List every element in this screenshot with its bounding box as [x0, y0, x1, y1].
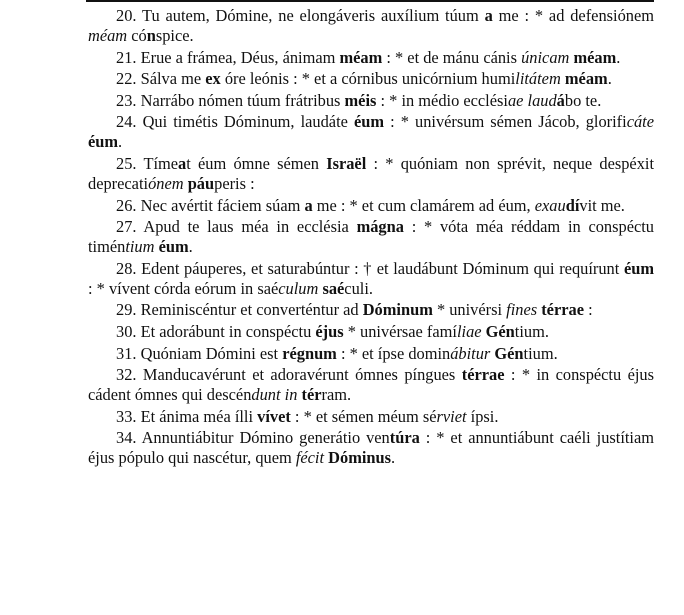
verse-text: Et adorábunt in conspéctu	[140, 321, 316, 341]
verse-text: Et ánima méa ílli	[140, 406, 258, 426]
verse-text: .	[616, 47, 621, 67]
verse-number: 25.	[116, 153, 137, 173]
verse-text: spice.	[155, 26, 194, 45]
accented-text: éjus	[315, 321, 344, 341]
accented-text: a	[484, 6, 493, 25]
accented-text: dí	[565, 195, 580, 215]
accented-text: Gén	[485, 321, 515, 341]
accented-text: Gén	[494, 343, 524, 363]
italic-text: ae laud	[507, 90, 557, 110]
verse	[88, 69, 654, 89]
verse	[88, 48, 654, 68]
verse	[88, 300, 654, 320]
italic-text: litátem	[515, 69, 561, 89]
verse-text: : * quóniam non sprévit, neque despéxit deprecati	[88, 153, 655, 193]
verse-text: óre leónis : * et a córnibus unicórnium humi	[220, 69, 516, 89]
psalm-text	[88, 6, 654, 470]
verse-text: Qui timétis Dóminum, laudáte	[142, 112, 354, 132]
verse-text: vit me.	[579, 195, 625, 215]
verse-number: 21.	[116, 47, 137, 67]
verse	[88, 322, 654, 342]
verse-text: tium.	[523, 343, 558, 363]
italic-text: exau	[534, 195, 566, 215]
accented-text: méam	[339, 47, 383, 67]
verse	[88, 428, 654, 468]
verse-number: 24.	[116, 112, 137, 132]
accented-text: á	[556, 90, 565, 110]
verse-number: 28.	[116, 258, 137, 278]
verse-text: ípsi.	[466, 406, 499, 426]
verse-text: ram.	[321, 385, 352, 405]
verse	[88, 6, 654, 46]
verse-number: 23.	[116, 90, 137, 110]
verse-text: Tíme	[143, 153, 179, 173]
verse-text: :	[583, 300, 593, 320]
verse-text: Nec avértit fáciem súam	[140, 195, 305, 215]
verse-text: culi.	[344, 278, 373, 298]
verse-text: * univérsae famí	[343, 321, 457, 341]
accented-text: méis	[344, 90, 377, 110]
verse-text: Narrábo nómen túum frátribus	[140, 90, 345, 110]
verse-text: Reminiscéntur et converténtur ad	[140, 300, 363, 320]
italic-text: cáte	[626, 112, 654, 132]
verse	[88, 196, 654, 216]
italic-text: culum	[278, 278, 319, 298]
verse-number: 34.	[116, 428, 137, 448]
accented-text: mágna	[356, 217, 404, 237]
verse	[88, 407, 654, 427]
italic-text: méam	[88, 26, 128, 45]
verse-text: .	[391, 448, 396, 468]
italic-text: rviet	[436, 406, 467, 426]
verse-text: Quóniam Dómini est	[140, 343, 283, 363]
verse-number: 20.	[116, 6, 137, 25]
verse	[88, 344, 654, 364]
verse-text: me : * et cum clamárem ad éum,	[312, 195, 535, 215]
verse-text: me : * ad defensiónem	[492, 6, 654, 25]
accented-text: éum	[623, 258, 654, 278]
verse-text: tium.	[514, 321, 549, 341]
italic-text: liae	[456, 321, 482, 341]
accented-text: méam	[564, 69, 608, 89]
verse-number: 29.	[116, 300, 137, 320]
accented-text: páu	[187, 173, 215, 193]
verse-text: t éum ómne sémen	[186, 153, 327, 173]
accented-text: méam	[573, 47, 617, 67]
verse-text: : * et de mánu cánis	[382, 47, 522, 67]
verse	[88, 217, 654, 257]
verse	[88, 154, 654, 194]
verse	[88, 91, 654, 111]
verse-text: Sálva me	[140, 69, 206, 89]
verse-number: 22.	[116, 69, 137, 89]
accented-text: térrae	[461, 365, 505, 385]
verse-text: Apud te laus méa in ecclésia	[143, 217, 357, 237]
verse-text: : * univérsum sémen Jácob, glorifi	[384, 112, 627, 132]
accented-text: éum	[88, 132, 119, 152]
accented-text: tér	[301, 385, 322, 405]
accented-text: vívet	[257, 406, 291, 426]
accented-text: a	[304, 195, 313, 215]
verse-text: : * vóta méa réddam in conspéctu timén	[88, 217, 655, 257]
accented-text: túra	[389, 428, 420, 448]
verse-text: .	[607, 69, 612, 89]
accented-text: a	[178, 153, 187, 173]
verse-text: Annuntiábitur Dómino generátio ven	[141, 428, 390, 448]
accented-text: éum	[353, 112, 385, 132]
accented-text: térrae	[541, 300, 584, 320]
verse-text: có	[127, 26, 147, 45]
italic-text: dunt in	[251, 385, 298, 405]
verse-text: : * in conspéctu éjus cádent ómnes qui descén	[88, 365, 654, 405]
verse-text: : * et ípse domin	[336, 343, 451, 363]
verse-text: peris :	[214, 173, 255, 193]
accented-text: n	[146, 26, 156, 45]
top-rule	[86, 0, 654, 2]
italic-text: ábitur	[450, 343, 491, 363]
accented-text: saé	[322, 278, 345, 298]
verse	[88, 259, 654, 299]
verse-text: .	[188, 237, 193, 257]
verse-text: Erue a frámea, Déus, ánimam	[140, 47, 340, 67]
verse-text: : * et sémen méum sé	[290, 406, 437, 426]
verse-text: Manducavérunt et adoravérunt ómnes píngues	[142, 365, 462, 385]
verse-text: Edent páuperes, et saturabúntur : † et laudábunt Dóminum qui requírunt	[141, 258, 624, 278]
verse-text: : * et annuntiábunt caéli justítiam éjus pópulo qui nascétur, quem	[88, 428, 655, 468]
accented-text: Dóminus	[328, 448, 392, 468]
verse-number: 31.	[116, 343, 137, 363]
verse-number: 32.	[116, 365, 137, 385]
italic-text: fines	[506, 300, 538, 320]
italic-text: fécit	[295, 448, 325, 468]
accented-text: Dóminum	[362, 300, 433, 320]
verse-text: .	[118, 132, 123, 152]
verse-number: 30.	[116, 321, 137, 341]
verse-number: 33.	[116, 406, 137, 426]
italic-text: ónem	[148, 173, 184, 193]
verse-text: : * vívent córda eórum in saé	[88, 278, 279, 298]
accented-text: ex	[205, 69, 221, 89]
verse-text: bo te.	[564, 90, 602, 110]
verse	[88, 365, 654, 405]
verse	[88, 112, 654, 152]
verse-text: * univérsi	[432, 300, 507, 320]
verse-text: Tu autem, Dómine, ne elongáveris auxílium túum	[142, 6, 485, 25]
verse-number: 27.	[116, 217, 137, 237]
italic-text: únicam	[521, 47, 570, 67]
verse-text: : * in médio ecclési	[376, 90, 508, 110]
italic-text: tium	[125, 237, 155, 257]
verse-number: 26.	[116, 195, 137, 215]
accented-text: régnum	[282, 343, 337, 363]
accented-text: éum	[158, 237, 189, 257]
accented-text: Israël	[326, 153, 367, 173]
